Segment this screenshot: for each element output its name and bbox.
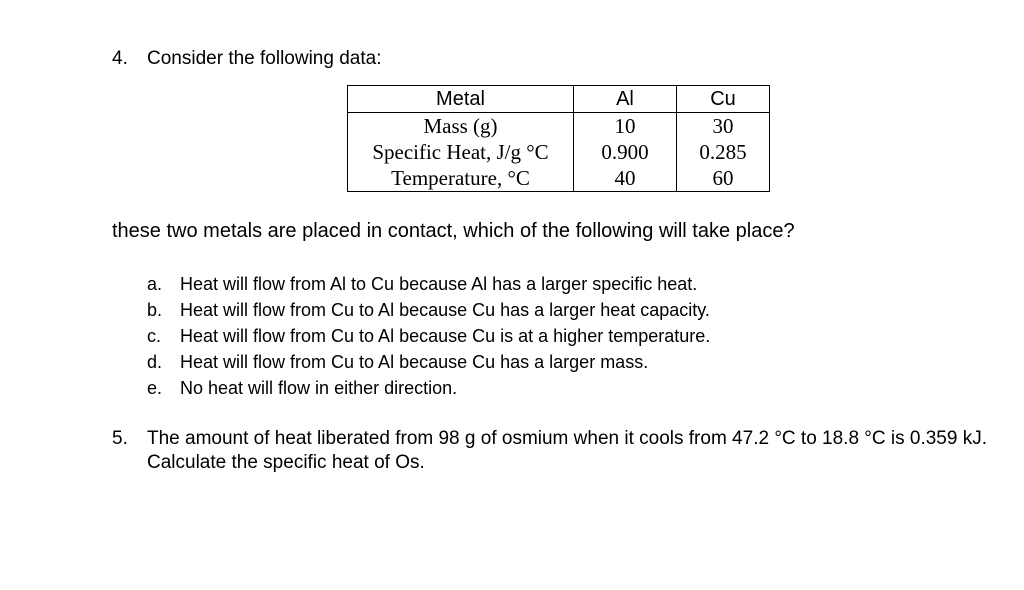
option-c-letter: c.	[147, 326, 162, 346]
temperature-cu: 60	[677, 165, 770, 192]
specific-heat-al: 0.900	[574, 139, 677, 165]
option-a	[147, 271, 710, 297]
header-metal: Metal	[348, 86, 574, 113]
option-d-text: Heat will flow from Cu to Al because Cu has a larger mass.	[180, 352, 649, 372]
option-e	[147, 375, 710, 401]
option-a-letter: a.	[147, 274, 163, 294]
header-al: Al	[574, 86, 677, 113]
option-b	[147, 297, 710, 323]
option-e-letter: e.	[147, 378, 163, 398]
row-label-mass: Mass (g)	[423, 114, 498, 138]
option-b-letter: b.	[147, 300, 163, 320]
question-4-prompt: Consider the following data:	[147, 48, 382, 69]
table-row-specific-heat	[348, 139, 770, 165]
question-5	[112, 427, 992, 475]
option-a-text: Heat will flow from Al to Cu because Al has a larger specific heat.	[180, 274, 698, 294]
mass-al: 10	[574, 113, 677, 140]
table-header-row	[348, 86, 770, 113]
option-e-text: No heat will flow in either direction.	[180, 378, 458, 398]
option-c	[147, 323, 710, 349]
specific-heat-cu: 0.285	[677, 139, 770, 165]
mass-cu: 30	[677, 113, 770, 140]
temperature-al: 40	[574, 165, 677, 192]
question-4-number: 4.	[112, 48, 128, 69]
answer-options	[147, 271, 710, 401]
question-4-stem: these two metals are placed in contact, which of the following will take place?	[112, 220, 795, 242]
option-d	[147, 349, 710, 375]
option-b-text: Heat will flow from Cu to Al because Cu has a larger heat capacity.	[180, 300, 710, 320]
header-cu: Cu	[677, 86, 770, 113]
question-5-number: 5.	[112, 428, 128, 449]
metal-data-table	[347, 85, 770, 192]
option-c-text: Heat will flow from Cu to Al because Cu is at a higher temperature.	[180, 326, 711, 346]
row-label-temperature: Temperature, °C	[391, 166, 530, 190]
option-d-letter: d.	[147, 352, 163, 372]
table-row-mass	[348, 113, 770, 140]
question-5-text: The amount of heat liberated from 98 g of osmium when it cools from 47.2 °C to 18.8 °C is 0.359 kJ. Calculate the specific heat of Os.	[147, 428, 987, 473]
question-4-heading	[112, 47, 381, 71]
row-label-specific-heat: Specific Heat, J/g °C	[372, 140, 549, 164]
table-row-temperature	[348, 165, 770, 192]
